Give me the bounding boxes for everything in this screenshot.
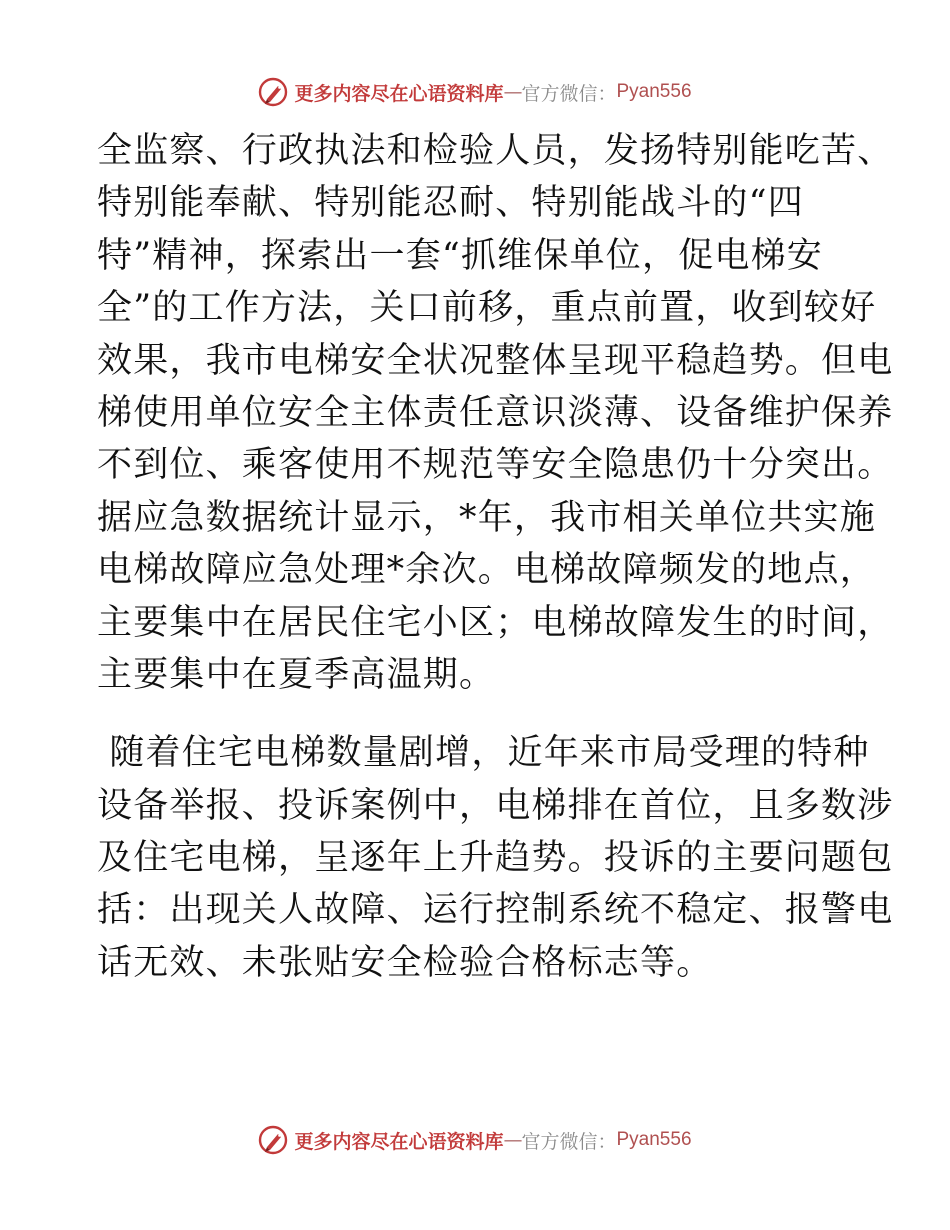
text-line: 特别能奉献、特别能忍耐、特别能战斗的“四 [97,183,804,224]
footer-banner [0,1120,950,1160]
header-banner [0,72,950,112]
banner-brand-text: 更多内容尽在心语资料库 [294,1130,504,1153]
text-line: 效果，我市电梯安全状况整体呈现平稳趋势。但电 [97,340,894,381]
text-line: 主要集中在夏季高温期。 [97,654,496,695]
text-line: 话无效、未张贴安全检验合格标志等。 [97,942,713,983]
text-line: 及住宅电梯，呈逐年上升趋势。投诉的主要问题包 [97,838,894,879]
paragraph-spacer [97,701,857,727]
text-line: 电梯故障应急处理*余次。电梯故障频发的地点， [97,550,876,591]
paragraph-2 [97,727,894,989]
text-line: 特”精神，探索出一套“抓维保单位，促电梯安 [97,235,823,276]
text-line: 随着住宅电梯数量剧增，近年来市局受理的特种 [97,733,870,774]
banner-wechat-id: Pyan556 [616,1129,692,1150]
text-line: 不到位、乘客使用不规范等安全隐患仍十分突出。 [97,445,894,486]
text-line: 梯使用单位安全主体责任意识淡薄、设备维护保养 [97,392,894,433]
banner-separator: — [503,81,522,103]
document-body [97,125,894,989]
text-line: 据应急数据统计显示，*年，我市相关单位共实施 [97,497,876,538]
banner-wechat-label: 官方微信： [521,82,617,105]
banner-wechat-id: Pyan556 [616,81,692,102]
banner-brand-text: 更多内容尽在心语资料库 [294,82,504,105]
banner-wechat-label: 官方微信： [521,1130,617,1153]
text-line: 设备举报、投诉案例中，电梯排在首位，且多数涉 [97,785,894,826]
pen-nib-logo-icon [258,1125,288,1155]
text-line: 括：出现关人故障、运行控制系统不稳定、报警电 [97,890,894,931]
text-line: 全”的工作方法，关口前移，重点前置，收到较好 [97,288,877,329]
banner-separator: — [503,1129,522,1151]
text-line: 全监察、行政执法和检验人员，发扬特别能吃苦、 [97,131,894,171]
text-line: 主要集中在居民住宅小区；电梯故障发生的时间， [97,602,894,643]
pen-nib-logo-icon [258,77,288,107]
paragraph-1 [97,125,894,701]
